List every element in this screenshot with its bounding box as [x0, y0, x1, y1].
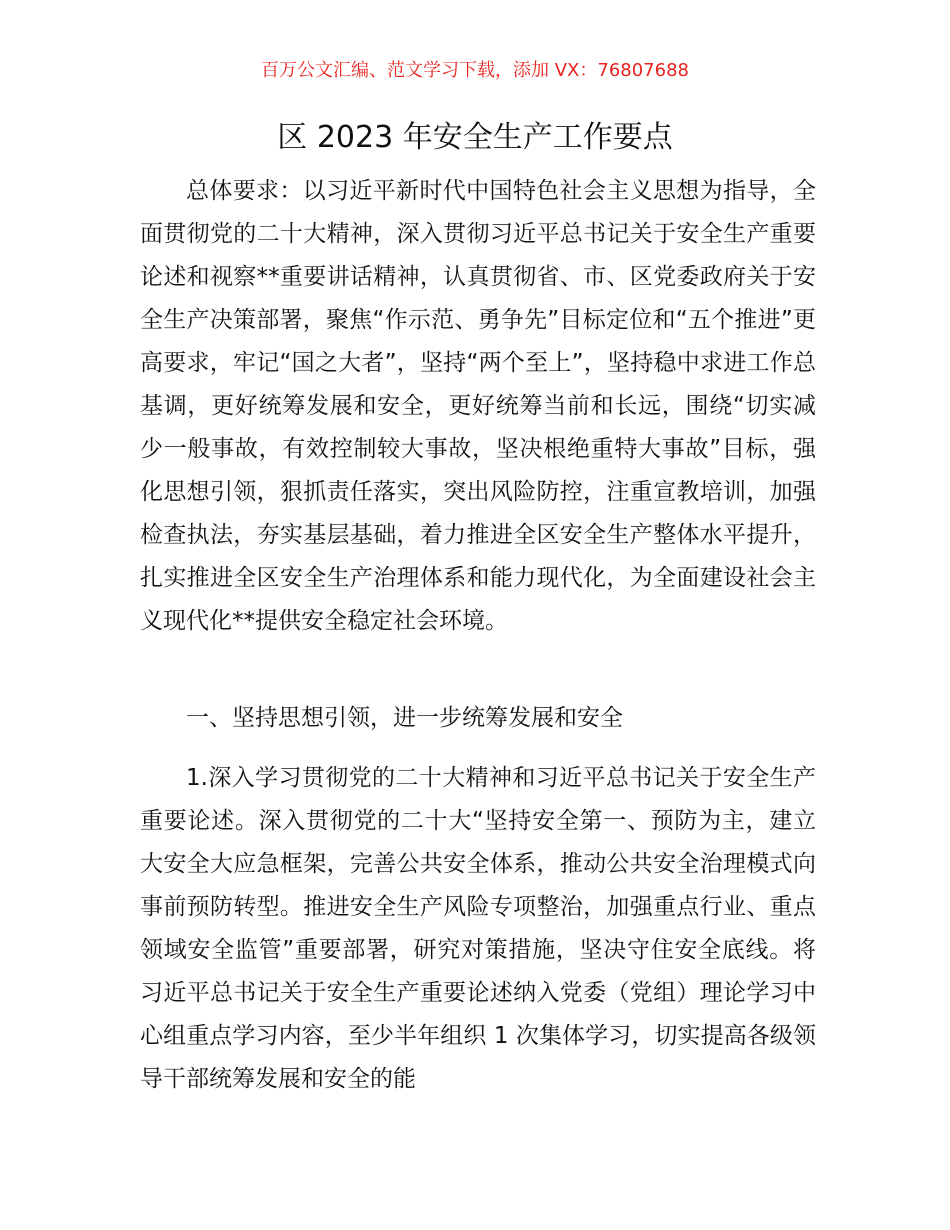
section-heading-1: 一、坚持思想引领，进一步统筹发展和安全: [186, 705, 623, 731]
paragraph-overall-requirements: 总体要求：以习近平新时代中国特色社会主义思想为指导，全面贯彻党的二十大精神，深入贯彻习近平总书记关于安全生产重要论述和视察**重要讲话精神，认真贯彻省、市、区党委政府关于安全生产决策部署，聚焦“作示范、勇争先”目标定位和“五个推进”更高要求，牢记“国之大者”，坚持“两个至上”，坚持稳中求进工作总基调，更好统筹发展和安全，更好统筹当前和长远，围绕“切实减少一般事故，有效控制较大事故，坚决根绝重特大事故”目标，强化思想引领，狠抓责任落实，突出风险防控，注重宣教培训，加强检查执法，夯实基层基础，着力推进全区安全生产整体水平提升，扎实推进全区安全生产治理体系和能力现代化，为全面建设社会主义现代化**提供安全稳定社会环境。: [140, 178, 816, 634]
document-title: 区 2023 年安全生产工作要点: [277, 120, 673, 155]
paragraph-item-1: 1.深入学习贯彻党的二十大精神和习近平总书记关于安全生产重要论述。深入贯彻党的二十大“坚持安全第一、预防为主，建立大安全大应急框架，完善公共安全体系，推动公共安全治理模式向事前预防转型。推进安全生产风险专项整治，加强重点行业、重点领域安全监管”重要部署，研究对策措施，坚决守住安全底线。将习近平总书记关于安全生产重要论述纳入党委（党组）理论学习中心组重点学习内容，至少半年组织 1 次集体学习，切实提高各级领导干部统筹发展和安全的能: [140, 765, 816, 1092]
watermark-text: 百万公文汇编、范文学习下载，添加 VX：76807688: [261, 60, 689, 81]
